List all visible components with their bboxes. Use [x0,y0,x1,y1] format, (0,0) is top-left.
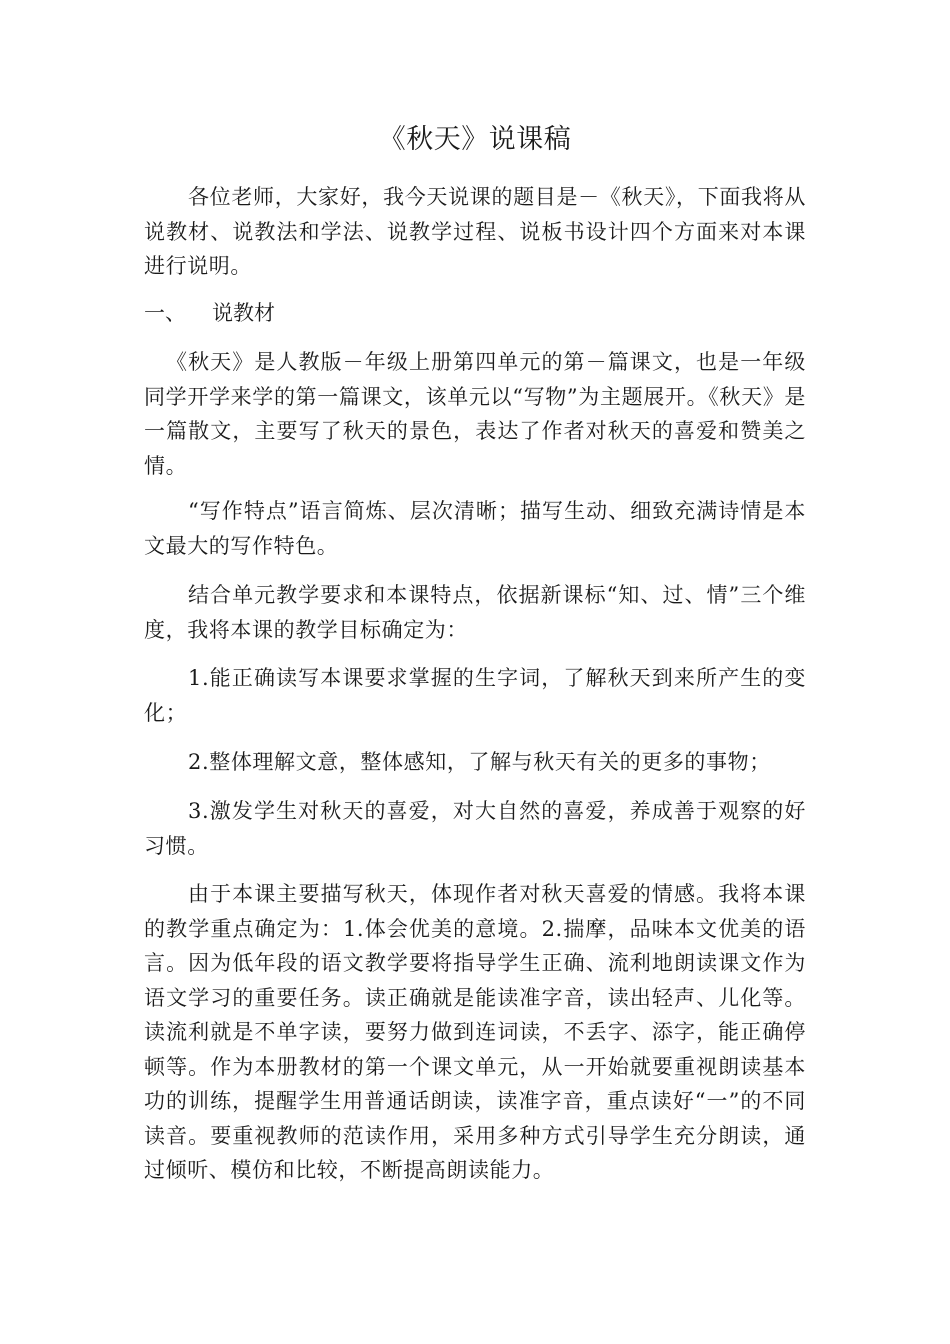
goals-intro-paragraph: 结合单元教学要求和本课特点，依据新课标“知、过、情”三个维度，我将本课的教学目标确定为： [144,583,806,642]
key-points-paragraph: 由于本课主要描写秋天，体现作者对秋天喜爱的情感。我将本课的教学重点确定为：1.体会优美的意境。2.揣摩，品味本文优美的语言。因为低年段的语文教学要将指导学生正确、流利地朗读课文作为语文学习的重要任务。读正确就是能读准字音，读出轻声、儿化等。读流利就是不单字读，要努力做到连词读，不丢字、添字，能正确停顿等。作为本册教材的第一个课文单元，从一开始就要重视朗读基本功的训练，提醒学生用普通话朗读，读准字音，重点读好“一”的不同读音。要重视教师的范读作用，采用多种方式引导学生充分朗读，通过倾听、模仿和比较，不断提高朗读能力。 [144,882,806,1182]
goal-item-1: 1.能正确读写本课要求掌握的生字词，了解秋天到来所产生的变化； [144,666,806,725]
section-number: 一、 [144,301,186,325]
intro-paragraph: 各位老师，大家好，我今天说课的题目是－《秋天》，下面我将从说教材、说教法和学法、说教学过程、说板书设计四个方面来对本课进行说明。 [144,185,806,278]
section-title: 说教材 [212,301,275,325]
section-heading [144,296,806,331]
textbook-paragraph: 《秋天》是人教版－年级上册第四单元的第－篇课文，也是一年级同学开学来学的第一篇课文，该单元以“写物”为主题展开。《秋天》是一篇散文，主要写了秋天的景色，表达了作者对秋天的喜爱和赞美之情。 [144,350,806,478]
document-title: 《秋天》说课稿 [378,124,572,155]
writing-feature-paragraph: “写作特点”语言简炼、层次清晰；描写生动、细致充满诗情是本文最大的写作特色。 [144,499,806,558]
goal-item-2: 2.整体理解文意，整体感知，了解与秋天有关的更多的事物； [188,750,771,774]
goal-item-3: 3.激发学生对秋天的喜爱，对大自然的喜爱，养成善于观察的好习惯。 [144,799,806,858]
